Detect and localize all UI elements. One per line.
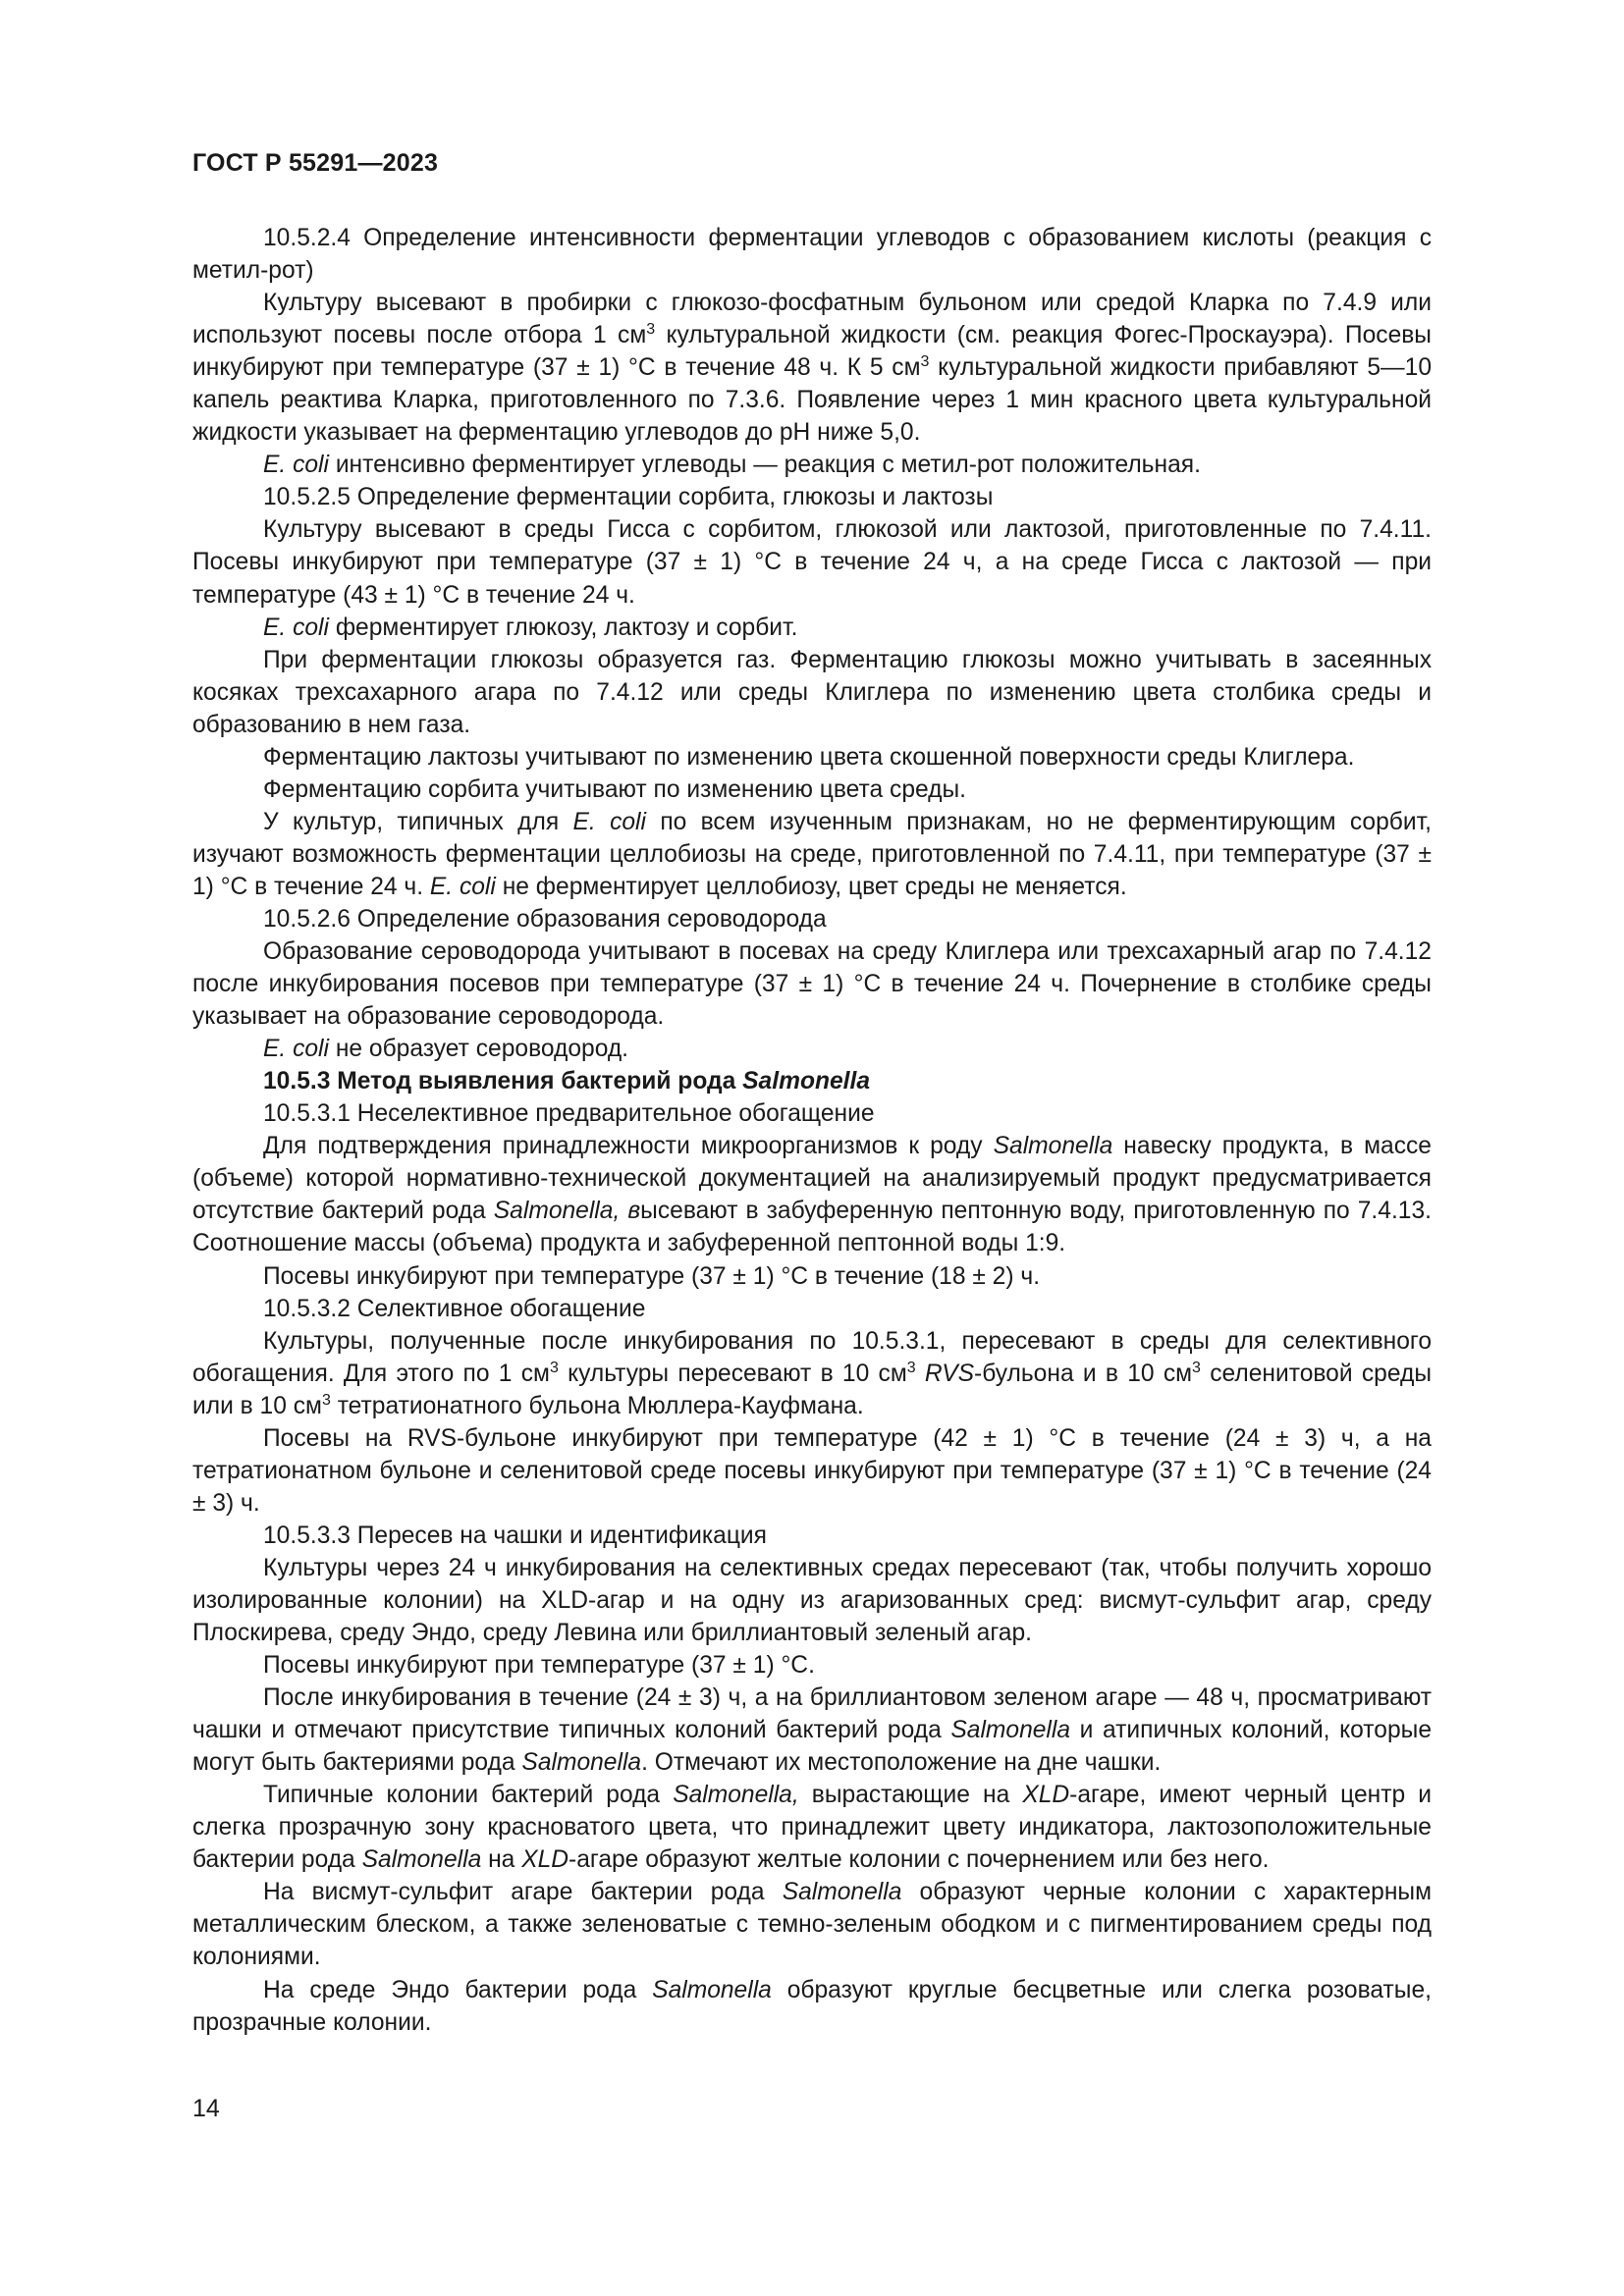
paragraph bbox=[192, 774, 1432, 806]
paragraph bbox=[192, 1779, 1432, 1876]
paragraph bbox=[192, 1974, 1432, 2039]
text-run: -агаре, имеют черный центр и слегка прозрачную зону красноватого цвета, что принадлежит цвету индикатора, лактозоположительные бактерии рода bbox=[192, 1782, 1432, 1874]
text-run: 10.5.2.4 Определение интенсивности ферментации углеводов с образованием кислоты (реакция с метил-рот) bbox=[192, 225, 1432, 285]
italic-text: E. coli bbox=[263, 614, 329, 641]
italic-text: XLD bbox=[1022, 1782, 1070, 1809]
paragraph bbox=[192, 612, 1432, 644]
text-run: культуральной жидкости прибавляют 5—10 капель реактива Кларка, приготовленного по 7.3.6. Появление через 1 мин красного цвета культуральной жидкости указывает на ферментацию углеводов до pH ниже 5,0. bbox=[192, 354, 1432, 447]
text-run: -бульона и в 10 см bbox=[974, 1360, 1193, 1387]
text-run: Ферментацию сорбита учитывают по изменению цвета среды. bbox=[263, 775, 966, 803]
text-run: -агаре образуют желтые колонии с почернением или без него. bbox=[568, 1846, 1270, 1874]
paragraph bbox=[192, 1682, 1432, 1779]
text-run: Образование сероводорода учитывают в посевах на среду Клиглера или трехсахарный агар по 7.4.12 после инкубирования посевов при температуре (37 ± 1) °C в течение 24 ч. Почернение в столбике среды указывает на образование сероводорода. bbox=[192, 938, 1432, 1031]
text-run: Посевы на RVS-бульоне инкубируют при температуре (42 ± 1) °C в течение (24 ± 3) ч, а на тетратионатном бульоне и селенитовой среде посевы инкубируют при температуре (37 ± 1) °C в течение (24 ± 3) ч. bbox=[192, 1424, 1432, 1517]
text-run: На среде Эндо бактерии рода bbox=[263, 1976, 653, 2003]
superscript: 3 bbox=[920, 353, 930, 371]
text-run: навеску продукта, в массе (объеме) которой нормативно-технической документацией на анализируемый продукт предусматривается отсутствие бактерий рода bbox=[192, 1133, 1432, 1225]
text-run: не ферментирует целлобиозу, цвет среды не меняется. bbox=[495, 873, 1127, 900]
paragraph bbox=[192, 287, 1432, 449]
text-run: На висмут-сульфит агаре бактерии рода bbox=[263, 1879, 783, 1906]
text-run: Для подтверждения принадлежности микроорганизмов к роду bbox=[263, 1133, 994, 1160]
paragraph bbox=[192, 1876, 1432, 1973]
text-run: Культуры, полученные после инкубирования по 10.5.3.1, пересевают в среды для селективного обогащения. Для этого по 1 см bbox=[192, 1327, 1432, 1387]
italic-text: E. coli bbox=[429, 873, 496, 900]
text-run: образуют круглые бесцветные или слегка розоватые, прозрачные колонии. bbox=[192, 1976, 1432, 2036]
italic-text: E. coli bbox=[263, 452, 329, 479]
italic-text: Salmonella bbox=[950, 1717, 1071, 1744]
superscript: 3 bbox=[646, 321, 656, 339]
paragraph bbox=[192, 935, 1432, 1033]
paragraph bbox=[192, 1422, 1432, 1520]
paragraph bbox=[192, 513, 1432, 611]
paragraph bbox=[192, 903, 1432, 935]
paragraph bbox=[192, 806, 1432, 903]
paragraph bbox=[192, 1097, 1432, 1130]
paragraph bbox=[192, 1649, 1432, 1682]
text-run: Культуру высевают в среды Гисса с сорбитом, глюкозой или лактозой, приготовленные по 7.4.11. Посевы инкубируют при температуре (37 ± 1) °C в течение 24 ч, а на среде Гисса с лактозой — при температуре (43 ± 1) °C в течение 24 ч. bbox=[192, 516, 1432, 609]
italic-text: Salmonella, в bbox=[493, 1198, 641, 1225]
document-code-header: ГОСТ Р 55291—2023 bbox=[192, 149, 439, 177]
text-run: ферментирует глюкозу, лактозу и сорбит. bbox=[328, 614, 798, 641]
text-run: У культур, типичных для bbox=[263, 808, 573, 835]
paragraph bbox=[192, 1325, 1432, 1422]
text-run: образуют черные колонии с характерным металлическим блеском, а также зеленоватые с темно-зеленым ободком и с пигментированием среды под колониями. bbox=[192, 1879, 1432, 1971]
text-run: Ферментацию лактозы учитывают по изменению цвета скошенной поверхности среды Клиглера. bbox=[263, 743, 1355, 771]
text-run: 10.5.2.6 Определение образования сероводорода bbox=[263, 905, 827, 933]
italic-text: XLD bbox=[521, 1846, 569, 1874]
text-run: на bbox=[481, 1846, 522, 1874]
text-run: При ферментации глюкозы образуется газ. Ферментацию глюкозы можно учитывать в засеянных косяках трехсахарного агара по 7.4.12 или среды Клиглера по изменению цвета столбика среды и образованию в нем газа. bbox=[192, 646, 1432, 738]
text-run: 10.5.3.2 Селективное обогащение bbox=[263, 1295, 646, 1322]
paragraph bbox=[192, 1293, 1432, 1325]
paragraph bbox=[192, 1130, 1432, 1259]
text-run: культуры пересевают в 10 см bbox=[558, 1360, 907, 1387]
italic-text: Salmonella bbox=[742, 1068, 871, 1095]
text-run: После инкубирования в течение (24 ± 3) ч, а на бриллиантовом зеленом агаре — 48 ч, просматривают чашки и отмечают присутствие типичных колоний бактерий рода bbox=[192, 1684, 1432, 1744]
superscript: 3 bbox=[321, 1391, 331, 1409]
text-run: по всем изученным признакам, но не ферментирующим сорбит, изучают возможность ферментации целлобиозы на среде, приготовленной по 7.4.11, при температуре (37 ± 1) °C в течение 24 ч. bbox=[192, 808, 1432, 900]
text-run: вырастающие на bbox=[798, 1782, 1023, 1809]
text-run: 10.5.3.3 Пересев на чашки и идентификация bbox=[263, 1522, 767, 1549]
text-run: интенсивно ферментирует углеводы — реакция с метил-рот положительная. bbox=[328, 452, 1201, 479]
paragraph bbox=[192, 741, 1432, 774]
italic-text: Salmonella bbox=[652, 1976, 772, 2003]
paragraph bbox=[192, 1552, 1432, 1649]
superscript: 3 bbox=[549, 1359, 559, 1376]
text-run bbox=[916, 1361, 925, 1387]
text-run: 10.5.3 Метод выявления бактерий рода bbox=[263, 1068, 743, 1095]
text-run: 10.5.3.1 Неселективное предварительное обогащение bbox=[263, 1100, 875, 1128]
italic-text: Salmonella bbox=[361, 1846, 482, 1874]
paragraph bbox=[192, 222, 1432, 287]
text-run: тетратионатного бульона Мюллера-Кауфмана. bbox=[330, 1392, 864, 1419]
text-run: . Отмечают их местоположение на дне чашки. bbox=[641, 1749, 1162, 1777]
text-run: ысевают в забуференную пептонную воду, приготовленную по 7.4.13. Соотношение массы (объема) продукта и забуференной пептонной воды 1:9. bbox=[192, 1198, 1432, 1257]
paragraph bbox=[192, 481, 1432, 513]
italic-text: Salmonella, bbox=[673, 1782, 799, 1809]
italic-text: E. coli bbox=[572, 808, 646, 835]
text-run: Посевы инкубируют при температуре (37 ± 1) °C в течение (18 ± 2) ч. bbox=[263, 1262, 1041, 1290]
paragraph bbox=[192, 1520, 1432, 1552]
text-run: культуральной жидкости (см. реакция Фогес-Проскауэра). Посевы инкубируют при температуре (37 ± 1) °C в течение 48 ч. К 5 см bbox=[192, 322, 1432, 382]
paragraph bbox=[192, 1065, 1432, 1097]
italic-text: Salmonella bbox=[521, 1749, 642, 1777]
superscript: 3 bbox=[906, 1359, 916, 1376]
italic-text: RVS bbox=[924, 1360, 975, 1387]
paragraph bbox=[192, 449, 1432, 481]
text-run: Типичные колонии бактерий рода bbox=[263, 1782, 674, 1809]
paragraph bbox=[192, 1033, 1432, 1065]
paragraph bbox=[192, 1260, 1432, 1293]
text-run: Культуру высевают в пробирки с глюкозо-фосфатным бульоном или средой Кларка по 7.4.9 или используют посевы после отбора 1 см bbox=[192, 290, 1432, 349]
document-body bbox=[192, 222, 1432, 2039]
text-run: селенитовой среды или в 10 см bbox=[192, 1360, 1432, 1419]
italic-text: E. coli bbox=[263, 1036, 329, 1063]
text-run: не образует сероводород. bbox=[328, 1036, 629, 1063]
paragraph bbox=[192, 644, 1432, 741]
text-run: Посевы инкубируют при температуре (37 ± 1) °C. bbox=[263, 1652, 815, 1680]
page-number: 14 bbox=[192, 2095, 220, 2122]
text-run: 10.5.2.5 Определение ферментации сорбита, глюкозы и лактозы bbox=[263, 484, 994, 511]
superscript: 3 bbox=[1192, 1359, 1201, 1376]
text-run: и атипичных колоний, которые могут быть бактериями рода bbox=[192, 1717, 1432, 1777]
text-run: Культуры через 24 ч инкубирования на селективных средах пересевают (так, чтобы получить хорошо изолированные колонии) на XLD-агар и на одну из агаризованных сред: висмут-сульфит агар, среду Плоскирева, среду Эндо, среду Левина или бриллиантовый зеленый агар. bbox=[192, 1554, 1432, 1647]
italic-text: Salmonella bbox=[993, 1133, 1113, 1160]
italic-text: Salmonella bbox=[782, 1879, 902, 1906]
